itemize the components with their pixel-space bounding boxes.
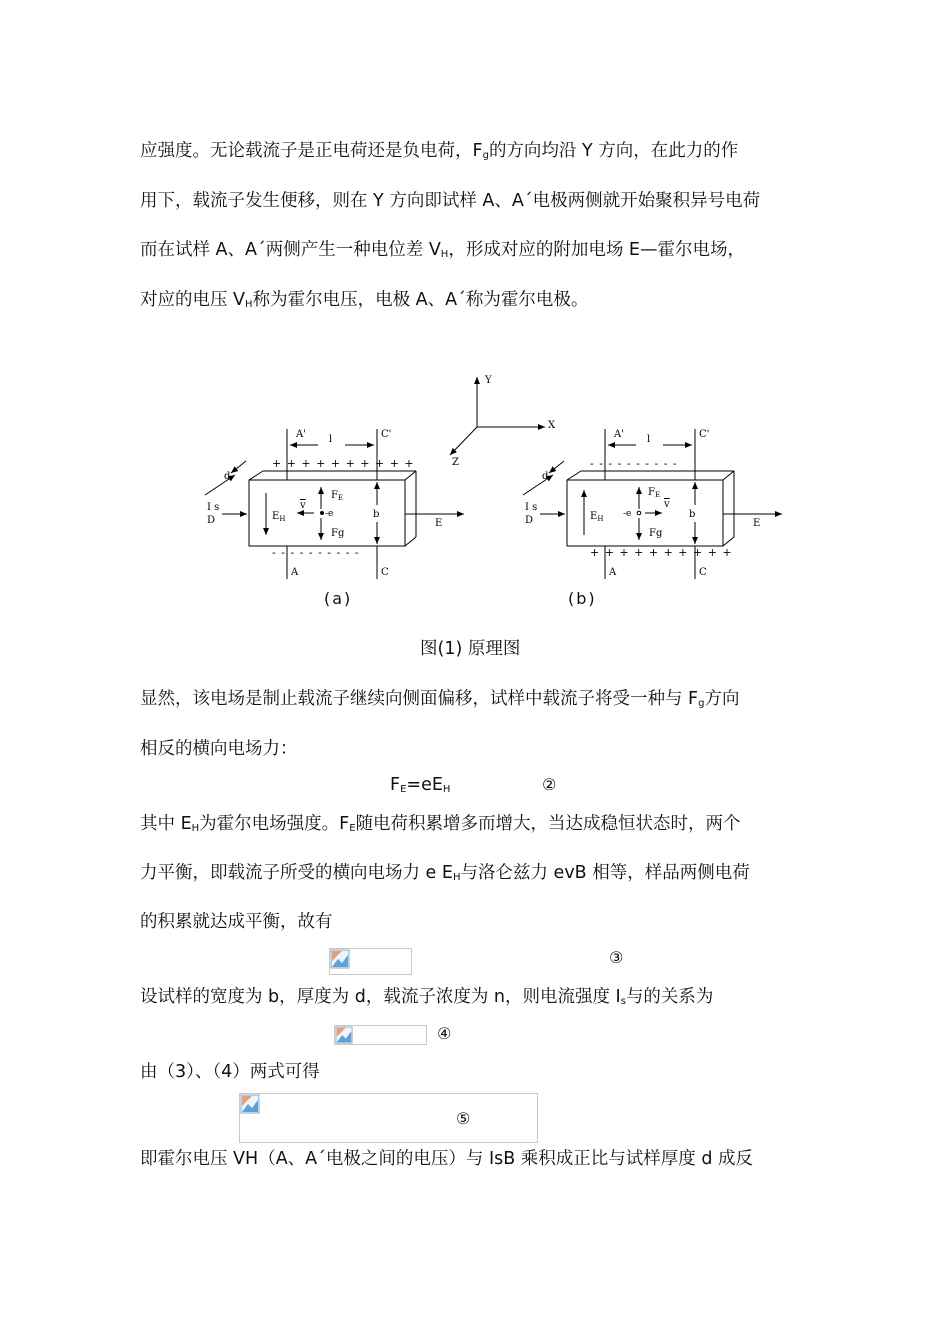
equation-4-image (334, 1025, 427, 1045)
label-fe: $F_E$ (331, 490, 344, 502)
figure-caption: 图(1) 原理图 (420, 639, 521, 659)
label-eh: $E_H$ (272, 511, 286, 523)
label-b: b (373, 509, 380, 520)
label-b: b (689, 509, 696, 520)
text-line: 相反的横向电场力： (140, 739, 298, 759)
label-d: d (224, 471, 231, 482)
equation-3-image (329, 948, 412, 975)
label-c: C (699, 567, 707, 578)
equation-2: $F_E=eE_H$ (390, 775, 451, 795)
text-line: 的积累就达成平衡，故有 (140, 912, 333, 932)
label-a-prime: A' (296, 429, 306, 440)
text-line: 由（3）、（4）两式可得 (140, 1062, 320, 1082)
label-a: A (609, 567, 617, 578)
text-line: 显然，该电场是制止载流子继续向侧面偏移，试样中载流子将受一种与 $F_g$方向 (140, 689, 740, 709)
axis-x-label: X (548, 420, 556, 431)
label-e-field: E (753, 518, 761, 529)
text-line: 即霍尔电压 VH（A、A΄电极之间的电压）与 IsB 乘积成正比与试样厚度 d 成反 (140, 1149, 754, 1169)
label-fg: Fg (649, 528, 663, 539)
label-charge: -e (623, 509, 632, 519)
figure-label-a: (a) (324, 589, 353, 608)
text-line: 设试样的宽度为 b，厚度为 d，载流子浓度为 n，则电流强度 $I_s$与的关系为 (140, 987, 714, 1007)
hall-effect-diagram (0, 365, 950, 625)
text-line: 对应的电压 $V_H$称为霍尔电压，电极 A、A΄称为霍尔电极。 (140, 290, 589, 310)
text-line: 用下，载流子发生便移，则在 Y 方向即试样 A、A΄电极两侧就开始聚积异号电荷 (140, 191, 761, 211)
label-e-field: E (435, 518, 443, 529)
equation-number-4: ④ (437, 1024, 452, 1043)
label-v: v (300, 500, 306, 511)
label-l: l (647, 434, 651, 445)
label-d-side: D (525, 515, 534, 526)
label-d: d (542, 471, 549, 482)
label-fg: Fg (331, 528, 345, 539)
label-is: I s (525, 502, 538, 513)
coordinate-axes (450, 375, 556, 468)
text-line: 应强度。无论载流子是正电荷还是负电荷，$F_g$的方向均沿 Y 方向，在此力的作 (140, 141, 739, 161)
equation-number-2: ② (542, 775, 557, 794)
label-c: C (381, 567, 389, 578)
label-a-prime: A' (614, 429, 624, 440)
bottom-charges: + + + + + + + + + + (590, 546, 733, 559)
top-charges: - - - - - - - - - - (590, 457, 678, 470)
equation-number-5: ⑤ (456, 1109, 471, 1128)
label-eh: $E_H$ (590, 511, 604, 523)
text-line: 其中 $E_H$为霍尔电场强度。$F_E$随电荷积累增多而增大，当达成稳恒状态时，两个 (140, 814, 741, 834)
broken-image-icon (330, 949, 350, 969)
axis-z-label: Z (452, 457, 459, 468)
label-charge: -e (325, 509, 334, 519)
top-charges: + + + + + + + + + + (272, 457, 415, 470)
text-line: 力平衡，即载流子所受的横向电场力 e $E_H$与洛仑兹力 evB 相等，样品两侧电荷 (140, 863, 750, 883)
label-is: I s (207, 502, 220, 513)
label-d-side: D (207, 515, 216, 526)
label-c-prime: C' (381, 429, 392, 440)
diagram-a (205, 429, 464, 579)
diagram-b (523, 429, 782, 579)
label-l: l (329, 434, 333, 445)
label-fe: $F_E$ (648, 487, 661, 499)
label-c-prime: C' (699, 429, 710, 440)
equation-5-image (239, 1093, 538, 1143)
label-v: v (664, 499, 670, 510)
text-line: 而在试样 A、A΄两侧产生一种电位差 $V_H$，形成对应的附加电场 E—霍尔电场， (140, 240, 745, 260)
figure-label-b: (b) (568, 589, 597, 608)
axis-y-label: Y (485, 375, 492, 386)
label-a: A (291, 567, 299, 578)
bottom-charges: - - - - - - - - - - (272, 546, 360, 559)
equation-number-3: ③ (609, 948, 624, 967)
broken-image-icon (335, 1026, 353, 1044)
broken-image-icon (240, 1094, 260, 1114)
